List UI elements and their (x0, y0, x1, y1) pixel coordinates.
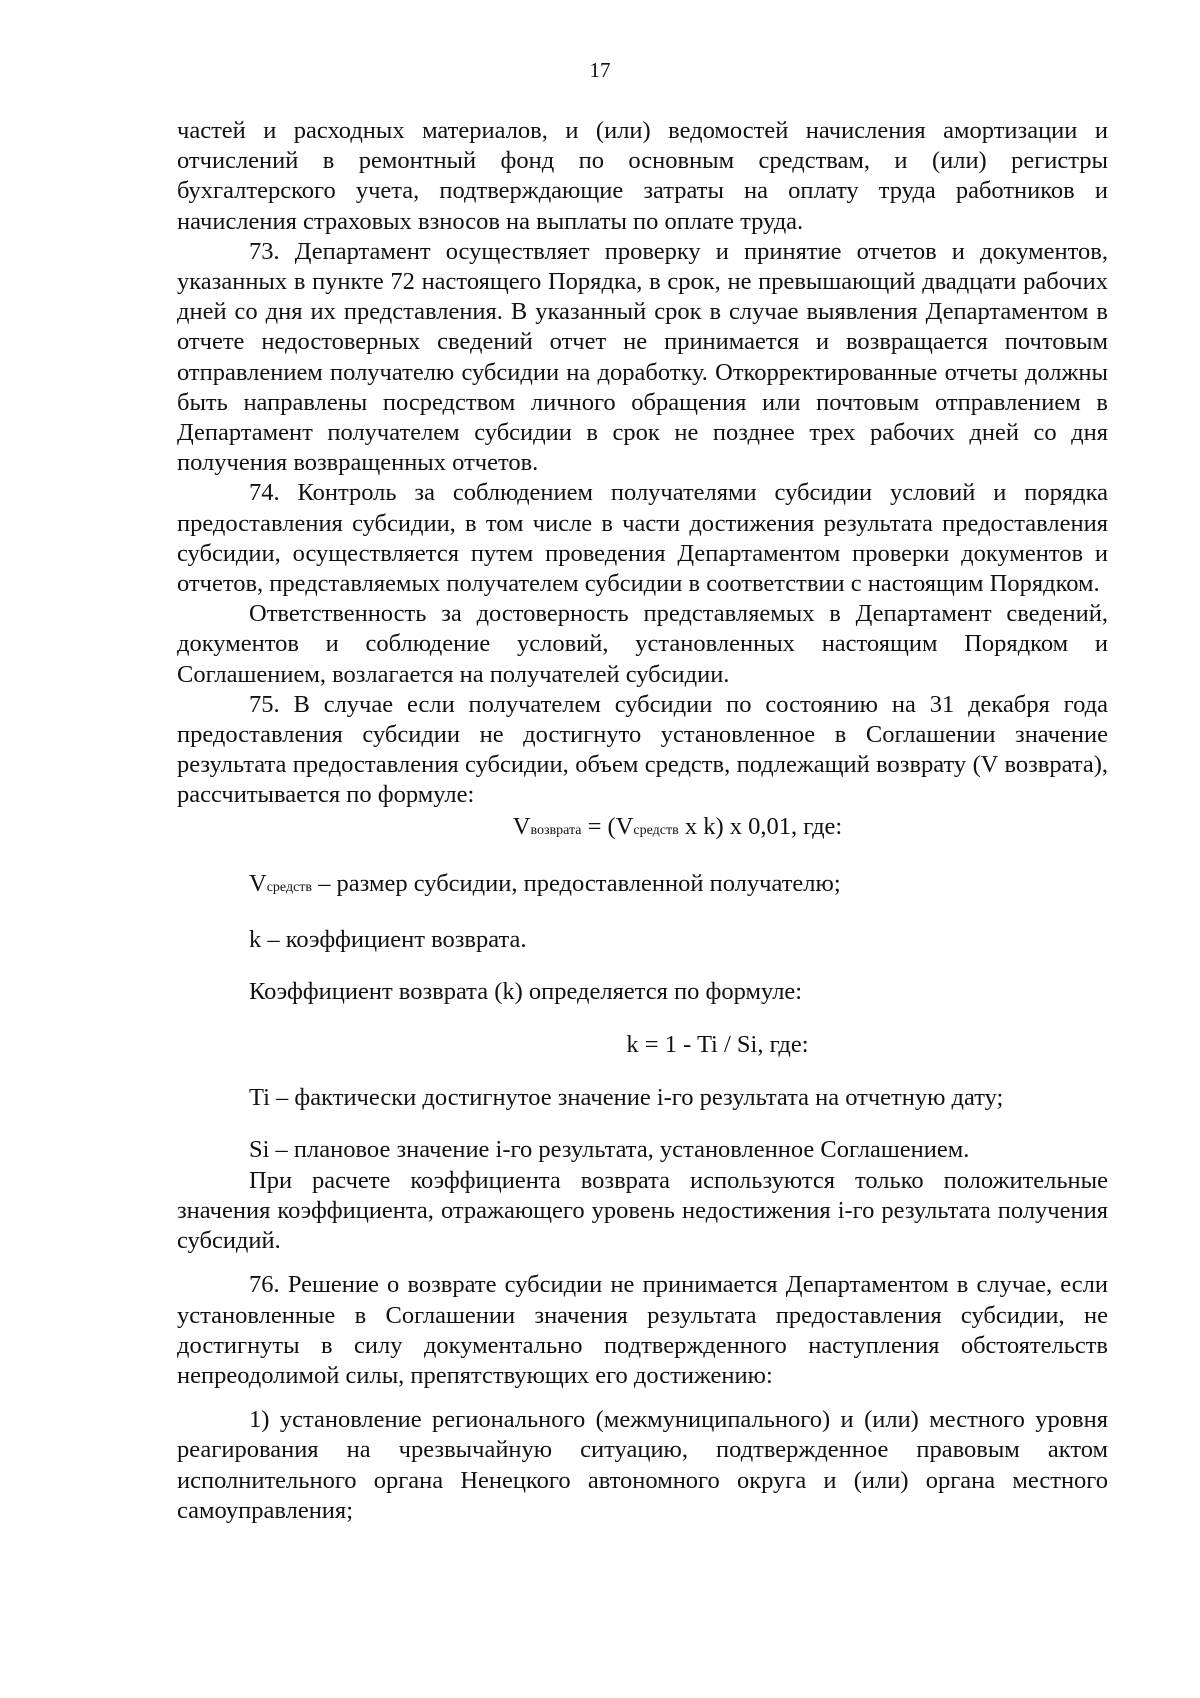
formula-v-return (177, 811, 1108, 847)
spacer (177, 1256, 1108, 1270)
paragraph-coefficient-note: При расчете коэффициента возврата используются только положительные значения коэффициента, отражающего уровень недостижения i-го результата получения субсидий. (177, 1166, 1108, 1255)
paragraph-continuation: частей и расходных материалов, и (или) ведомостей начисления амортизации и отчислений в ремонтный фонд по основным средствам, и (или) регистры бухгалтерского учета, подтверждающие затраты на оплату труда работников и начисления страховых взносов на выплаты по оплате труда. (177, 117, 1108, 235)
paragraph-74: 74. Контроль за соблюдением получателями субсидии условий и порядка предоставления субсидии, в том числе в части достижения результата предоставления субсидии, осуществляется путем проведения Департаментом проверки документов и отчетов, представляемых получателем субсидии в соответствии с настоящим Порядком. (177, 479, 1108, 598)
spacer (177, 955, 1108, 977)
k-intro: Коэффициент возврата (k) определяется по формуле: (249, 978, 803, 1006)
spacer (177, 847, 1108, 869)
paragraph-responsibility: Ответственность за достоверность представляемых в Департамент сведений, документов и соблюдение условий, установленных настоящим Порядком и Соглашением, возлагается на получателей субсидии. (177, 600, 1108, 688)
formula-mid: = (V (581, 812, 634, 840)
page-number: 17 (589, 58, 611, 82)
definition-v-funds (177, 869, 1108, 903)
definition-ti: Ti – фактически достигнутое значение i-го результата на отчетную дату; (249, 1084, 1004, 1112)
spacer (177, 1007, 1108, 1029)
formula-sub-funds: средств (633, 822, 679, 838)
spacer (177, 903, 1108, 925)
def-v-text: – размер субсидии, предоставленной получателю; (312, 869, 841, 897)
def-v-letter: V (249, 869, 267, 897)
spacer (177, 1061, 1108, 1083)
formula-v1: V (512, 812, 531, 840)
paragraph-73: 73. Департамент осуществляет проверку и принятие отчетов и документов, указанных в пункте 72 настоящего Порядка, в срок, не превышающий двадцати рабочих дней со дня их представления. В указанный срок в случае выявления Департаментом в отчете недостоверных сведений отчет не принимается и возвращается почтовым отправлением получателю субсидии на доработку. Откорректированные отчеты должны быть направлены посредством личного обращения или почтовым отправлением в Департамент получателем субсидии в срок не позднее трех рабочих дней со дня получения возвращенных отчетов. (177, 237, 1108, 477)
formula-k: k = 1 - Ti / Si, где: (626, 1031, 809, 1059)
paragraph-75: 75. В случае если получателем субсидии по состоянию на 31 декабря года предоставления субсидии не достигнуто установленное в Соглашении значение результата предоставления субсидии, объем средств, подлежащий возврату (V возврата), рассчитывается по формуле: (177, 690, 1108, 809)
formula-tail: x k) x 0,01, где: (678, 812, 843, 840)
paragraph-76-item-1: 1) установление регионального (межмуниципального) и (или) местного уровня реагирования на чрезвычайную ситуацию, подтвержденное правовым актом исполнительного органа Ненецкого автономного округа и (или) органа местного самоуправления; (177, 1406, 1108, 1524)
formula-sub-return: возврата (530, 822, 582, 838)
spacer (177, 1113, 1108, 1135)
paragraph-76: 76. Решение о возврате субсидии не принимается Департаментом в случае, если установленные в Соглашении значения результата предоставления субсидии, не достигнуты в силу документально подтвержденного наступления обстоятельств непреодолимой силы, препятствующих его достижению: (177, 1271, 1108, 1389)
spacer (177, 1391, 1108, 1405)
def-v-sub: средств (266, 879, 313, 895)
document-body (177, 116, 1108, 1526)
definition-si: Si – плановое значение i-го результата, установленное Соглашением. (249, 1136, 970, 1164)
definition-k: k – коэффициент возврата. (249, 925, 527, 953)
